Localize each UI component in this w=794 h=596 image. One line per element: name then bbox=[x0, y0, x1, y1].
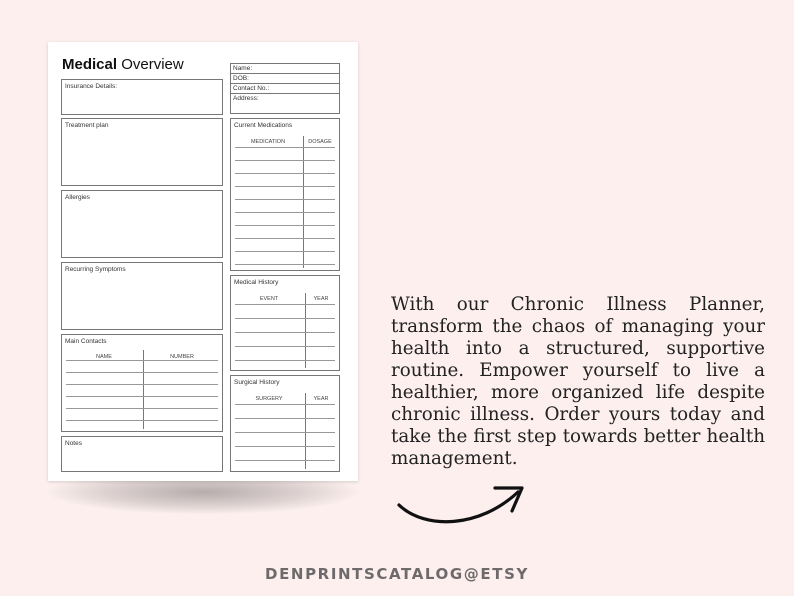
history-label: Medical History bbox=[234, 279, 279, 286]
contacts-col-name: NAME bbox=[96, 354, 112, 360]
info-field-name bbox=[231, 64, 339, 74]
medications-col-dosage: DOSAGE bbox=[308, 139, 332, 145]
surgical-label: Surgical History bbox=[234, 379, 280, 386]
contacts-label: Main Contacts bbox=[65, 338, 107, 345]
table-rule bbox=[235, 304, 335, 305]
table-rule bbox=[66, 384, 218, 385]
info-field-dob bbox=[231, 74, 339, 84]
table-rule bbox=[235, 251, 335, 252]
info-label: Address: bbox=[233, 95, 259, 102]
insurance-box bbox=[61, 79, 223, 115]
table-rule bbox=[235, 346, 335, 347]
table-rule bbox=[235, 199, 335, 200]
contacts-col-number: NUMBER bbox=[170, 354, 194, 360]
curved-arrow-icon bbox=[395, 478, 530, 528]
table-rule bbox=[235, 360, 335, 361]
contacts-divider bbox=[143, 350, 144, 429]
treatment-plan-box bbox=[61, 118, 223, 186]
table-rule bbox=[235, 186, 335, 187]
table-rule bbox=[235, 318, 335, 319]
table-rule bbox=[235, 404, 335, 405]
table-rule bbox=[235, 212, 335, 213]
table-rule bbox=[235, 460, 335, 461]
surgical-col-year: YEAR bbox=[313, 396, 329, 402]
info-label: Contact No.: bbox=[233, 85, 270, 92]
page-title bbox=[62, 56, 184, 73]
table-rule bbox=[235, 173, 335, 174]
title-bold: Medical bbox=[62, 56, 118, 73]
table-rule bbox=[235, 225, 335, 226]
treatment-label: Treatment plan bbox=[65, 122, 109, 129]
history-col-year: YEAR bbox=[313, 296, 329, 302]
table-rule bbox=[235, 160, 335, 161]
surgical-col-surgery: SURGERY bbox=[255, 396, 283, 402]
surgical-history-box bbox=[230, 375, 340, 472]
planner-sheet bbox=[48, 42, 358, 481]
table-rule bbox=[66, 360, 218, 361]
table-rule bbox=[235, 238, 335, 239]
history-col-event: EVENT bbox=[259, 296, 279, 302]
table-rule bbox=[235, 446, 335, 447]
allergies-label: Allergies bbox=[65, 194, 90, 201]
table-rule bbox=[66, 396, 218, 397]
info-field-contact bbox=[231, 84, 339, 94]
insurance-label: Insurance Details: bbox=[65, 83, 118, 90]
medications-divider bbox=[303, 136, 304, 268]
recurring-symptoms-box bbox=[61, 262, 223, 330]
notes-box bbox=[61, 436, 223, 472]
table-rule bbox=[66, 408, 218, 409]
allergies-box bbox=[61, 190, 223, 258]
shop-handle: DENPRINTSCATALOG@ETSY bbox=[265, 565, 529, 583]
table-rule bbox=[235, 332, 335, 333]
table-rule bbox=[66, 420, 218, 421]
medications-label: Current Medications bbox=[234, 122, 293, 129]
info-field-address bbox=[231, 94, 339, 104]
table-rule bbox=[235, 264, 335, 265]
notes-label: Notes bbox=[65, 440, 82, 447]
title-rest: Overview bbox=[121, 56, 184, 73]
table-rule bbox=[235, 418, 335, 419]
table-rule bbox=[235, 432, 335, 433]
product-description: With our Chronic Illness Planner, transform the chaos of managing your health into a structured, supportive routine. Empower yourself to live a healthier, more organized life despite chronic illness. Order yours today and take the first step towards better health management. bbox=[391, 294, 765, 469]
table-rule bbox=[66, 372, 218, 373]
info-label: DOB: bbox=[233, 75, 249, 82]
medical-history-box bbox=[230, 275, 340, 371]
current-medications-box bbox=[230, 118, 340, 271]
medications-col-medication: MEDICATION bbox=[250, 139, 286, 145]
personal-info-box bbox=[230, 63, 340, 114]
table-rule bbox=[235, 147, 335, 148]
symptoms-label: Recurring Symptoms bbox=[65, 266, 126, 273]
main-contacts-box bbox=[61, 334, 223, 432]
info-label: Name: bbox=[233, 65, 253, 72]
